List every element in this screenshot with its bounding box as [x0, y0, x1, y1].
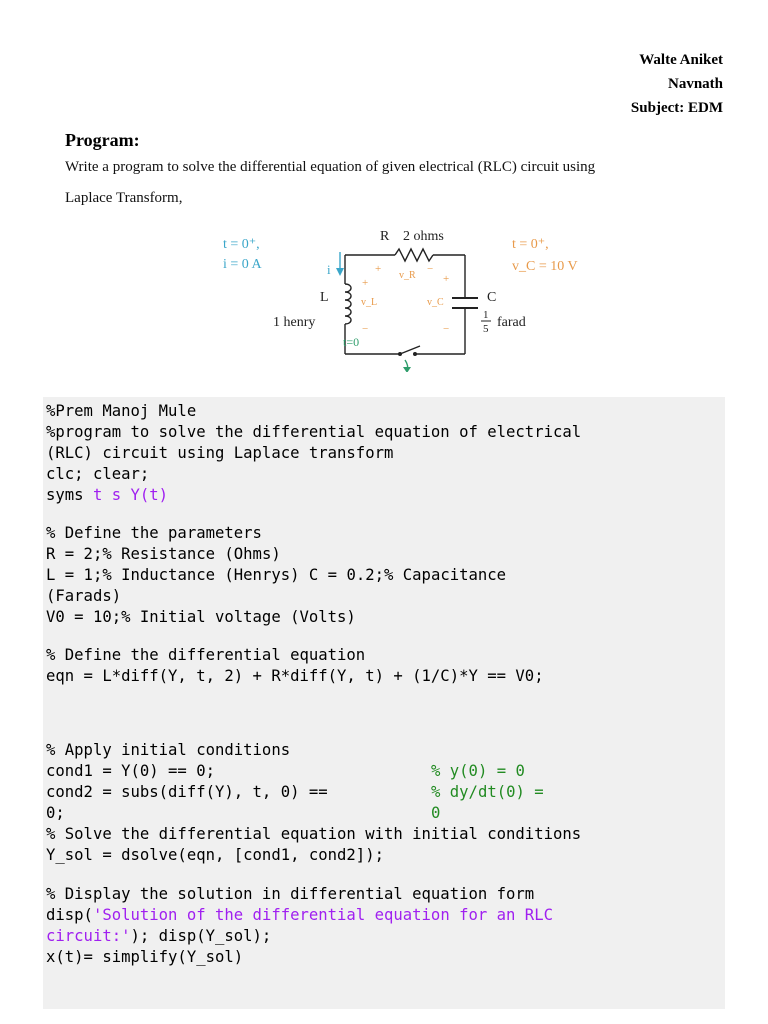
- right-condition-vc: v_C = 10 V: [512, 259, 578, 274]
- code-clc-clear: clc; clear;: [46, 465, 150, 483]
- code-comment-program-cont: (RLC) circuit using Laplace transform: [46, 444, 394, 462]
- vr-label: v_R: [399, 270, 416, 281]
- code-r-line: R = 2;% Resistance (Ohms): [46, 545, 281, 563]
- code-v0-line: V0 = 10;% Initial voltage (Volts): [46, 608, 356, 626]
- current-label: i: [327, 262, 331, 277]
- code-comment-init: % Apply initial conditions: [46, 741, 291, 759]
- code-cond1-comment: % y(0) = 0: [431, 762, 525, 780]
- code-comment-diffeq: % Define the differential equation: [46, 646, 366, 664]
- vc-label: v_C: [427, 297, 444, 308]
- inductor-label: L: [320, 290, 329, 305]
- svg-text:+: +: [375, 263, 382, 275]
- subject-label: Subject: EDM: [630, 100, 723, 116]
- code-dsolve-line: Y_sol = dsolve(eqn, [cond1, cond2]);: [46, 846, 384, 864]
- left-condition-i: i = 0 A: [223, 257, 262, 272]
- code-comment-display: % Display the solution in differential equation form: [46, 885, 535, 903]
- resistor-symbol: [395, 249, 433, 261]
- program-description: [65, 152, 725, 214]
- author-name-line1: Walte Aniket: [639, 52, 723, 68]
- code-simplify-line: x(t)= simplify(Y_sol): [46, 948, 244, 966]
- switch-label: t=0: [343, 335, 360, 349]
- svg-text:−: −: [362, 323, 369, 335]
- code-comment-author: %Prem Manoj Mule: [46, 402, 197, 420]
- program-heading: Program:: [65, 130, 140, 150]
- code-disp-line-cont: circuit:'); disp(Y_sol);: [46, 927, 272, 945]
- resistor-value: 2 ohms: [403, 229, 444, 244]
- code-disp-line: disp('Solution of the differential equation for an RLC: [46, 906, 553, 924]
- code-comment-solve: % Solve the differential equation with initial conditions: [46, 825, 582, 843]
- rlc-circuit-diagram: [215, 222, 615, 372]
- inductor-value: 1 henry: [273, 315, 316, 330]
- left-condition-t: t = 0⁺,: [223, 237, 260, 252]
- code-cond2-comment-cont: 0: [431, 804, 441, 822]
- svg-text:−: −: [427, 263, 434, 275]
- code-cond2-comment: % dy/dt(0) =: [431, 783, 544, 801]
- author-name-line2: Navnath: [667, 76, 723, 92]
- svg-text:5: 5: [483, 323, 489, 335]
- description-line-1: Write a program to solve the differential equation of given electrical (RLC) circuit using: [65, 159, 596, 175]
- code-l-line: L = 1;% Inductance (Henrys) C = 0.2;% Capacitance: [46, 566, 507, 584]
- matlab-code-block: [43, 397, 725, 1009]
- capacitor-label: C: [487, 290, 497, 305]
- code-comment-params: % Define the parameters: [46, 524, 262, 542]
- right-condition-t: t = 0⁺,: [512, 237, 549, 252]
- code-eqn-line: eqn = L*diff(Y, t, 2) + R*diff(Y, t) + (1/C)*Y == V0;: [46, 667, 544, 685]
- inductor-symbol: [345, 284, 351, 324]
- resistor-label: R: [380, 229, 390, 244]
- svg-text:+: +: [362, 277, 369, 289]
- code-farads-line: (Farads): [46, 587, 122, 605]
- code-cond2-cont: 0;: [46, 804, 65, 822]
- code-cond2-line: cond2 = subs(diff(Y), t, 0) ==: [46, 783, 328, 801]
- svg-text:1: 1: [483, 309, 489, 321]
- capacitor-unit: farad: [497, 315, 526, 330]
- capacitor-fraction: [481, 309, 491, 335]
- vl-label: v_L: [361, 297, 378, 308]
- code-cond1-line: cond1 = Y(0) == 0;: [46, 762, 215, 780]
- document-header: [631, 48, 723, 120]
- code-comment-program: %program to solve the differential equation of electrical: [46, 423, 582, 441]
- svg-text:−: −: [443, 323, 450, 335]
- description-line-2: Laplace Transform,: [65, 190, 183, 206]
- svg-text:+: +: [443, 273, 450, 285]
- code-syms-line: syms t s Y(t): [46, 486, 169, 504]
